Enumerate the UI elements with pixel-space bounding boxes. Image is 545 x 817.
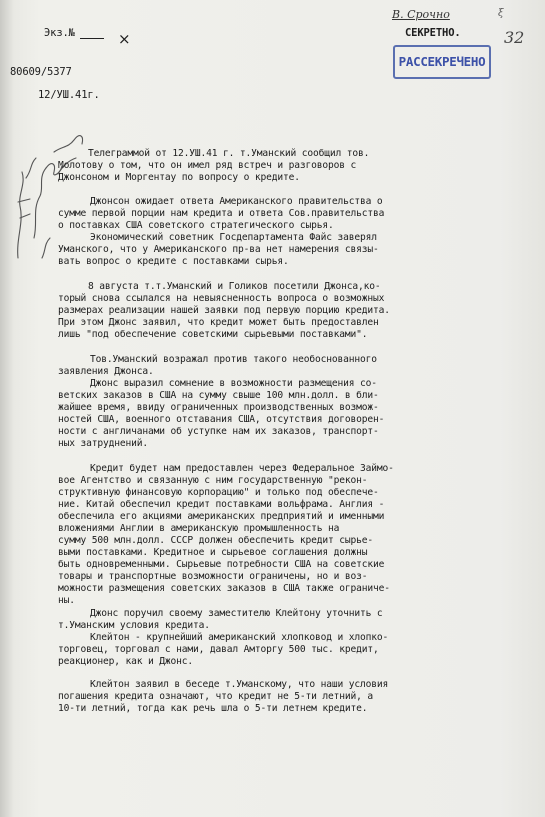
paragraph-5-line-8: выми поставками. Кредитное и сырьевое соглашения должны [58,547,368,558]
paragraph-5-line-5: обеспечила его акциями американских предприятий и именными [58,511,385,522]
handwritten-page-number: 32 [504,28,525,47]
paragraph-6-line-3: Клейтон - крупнейший американский хлопковод и хлопко- [90,632,389,643]
paragraph-5-line-11: можности размещения советских заказов в США также ограниче- [58,583,390,594]
paragraph-7-line-1: Клейтон заявил в беседе т.Уманскому, что наши условия [90,679,389,690]
paragraph-4-line-3: Джонс выразил сомнение в возможности размещения со- [90,378,377,389]
handwritten-urgent-note: В. Срочно [392,8,450,21]
paragraph-2-line-6: вать вопрос о кредите с поставками сырья. [58,256,289,267]
cross-mark: × [118,30,131,48]
paragraph-5-line-3: структивную финансовую корпорацию" и только под обеспече- [58,487,379,498]
paragraph-5-line-7: сумму 500 млн.долл. СССР должен обеспечить кредит сырье- [58,535,374,546]
paragraph-5-line-2: вое Агентство и связанную с ним государственную "рекон- [58,475,368,486]
declassified-stamp: РАССЕКРЕЧЕНО [393,45,491,79]
paragraph-5-line-12: ны. [58,595,75,606]
paragraph-5-line-1: Кредит будет нам предоставлен через Федеральное Займо- [90,463,394,474]
paragraph-4-line-8: ных затруднений. [58,438,149,449]
paragraph-4-line-6: ностей США, военного отставания США, отсутствия договорен- [58,414,385,425]
handwritten-corner-scribble: ξ [498,8,504,19]
document-number: 80609/5377 [10,66,72,78]
paragraph-3-line-1: 8 августа т.т.Уманский и Голиков посетили Джонса,ко- [88,281,381,292]
paragraph-4-line-7: ности с англичанами об уступке нам их заказов, транспорт- [58,426,379,437]
paragraph-3-line-5: лишь "под обеспечение советскими сырьевыми поставками". [58,329,368,340]
paragraph-6-line-1: Джонс поручил своему заместителю Клейтону уточнить с [90,608,383,619]
paragraph-3-line-3: размерах реализации нашей заявки под первую порцию кредита. [58,305,390,316]
secrecy-label: СЕКРЕТНО. [405,27,461,39]
paragraph-5-line-9: быть одновременными. Сырьевые потребности США на советские [58,559,385,570]
paragraph-4-line-4: ветских заказов в США на сумму свыше 100 млн.долл. в бли- [58,390,379,401]
paragraph-2-line-3: о поставках США советского стратегического сырья. [58,220,334,231]
paragraph-1-line-1: Телеграммой от 12.УШ.41 г. т.Уманский сообщил тов. [88,148,370,159]
paragraph-5-line-6: вложениями Англии в американскую промышленность на [58,523,340,534]
paragraph-3-line-2: торый снова ссылался на невыясненность вопроса о возможных [58,293,385,304]
paragraph-1-line-2: Молотову о том, что он имел ряд встреч и разговоров с [58,160,357,171]
paragraph-6-line-2: т.Уманским условия кредита. [58,620,210,631]
paragraph-6-line-4: торговец, торговал с нами, давал Амторгу 500 тыс. кредит, [58,644,379,655]
copy-number-label: Экз.№ [44,27,75,39]
paragraph-1-line-3: Джонсоном и Моргентау по вопросу о кредите. [58,172,300,183]
paragraph-7-line-3: 10-ти летний, тогда как речь шла о 5-ти летнем кредите. [58,703,368,714]
copy-number-line [80,38,104,39]
paragraph-4-line-1: Тов.Уманский возражал против такого необоснованного [90,354,377,365]
paragraph-3-line-4: При этом Джонс заявил, что кредит может быть предоставлен [58,317,379,328]
document-date: 12/УШ.41г. [38,89,100,101]
paragraph-2-line-4: Экономический советник Госдепартамента Файс заверял [90,232,377,243]
paragraph-5-line-10: товары и транспортные возможности ограничены, но и воз- [58,571,368,582]
paragraph-2-line-2: сумме первой порции нам кредита и ответа Сов.правительства [58,208,385,219]
paragraph-2-line-5: Уманского, что у Американского пр-ва нет намерения связы- [58,244,379,255]
paragraph-2-line-1: Джонсон ожидает ответа Американского правительства о [90,196,383,207]
paragraph-4-line-2: заявления Джонса. [58,366,154,377]
paragraph-7-line-2: погашения кредита означают, что кредит не 5-ти летний, а [58,691,374,702]
paragraph-5-line-4: ние. Китай обеспечил кредит поставками вольфрама. Англия - [58,499,385,510]
paragraph-6-line-5: реакционер, как и Джонс. [58,656,194,667]
paragraph-4-line-5: жайшее время, ввиду ограниченных производственных возмож- [58,402,379,413]
